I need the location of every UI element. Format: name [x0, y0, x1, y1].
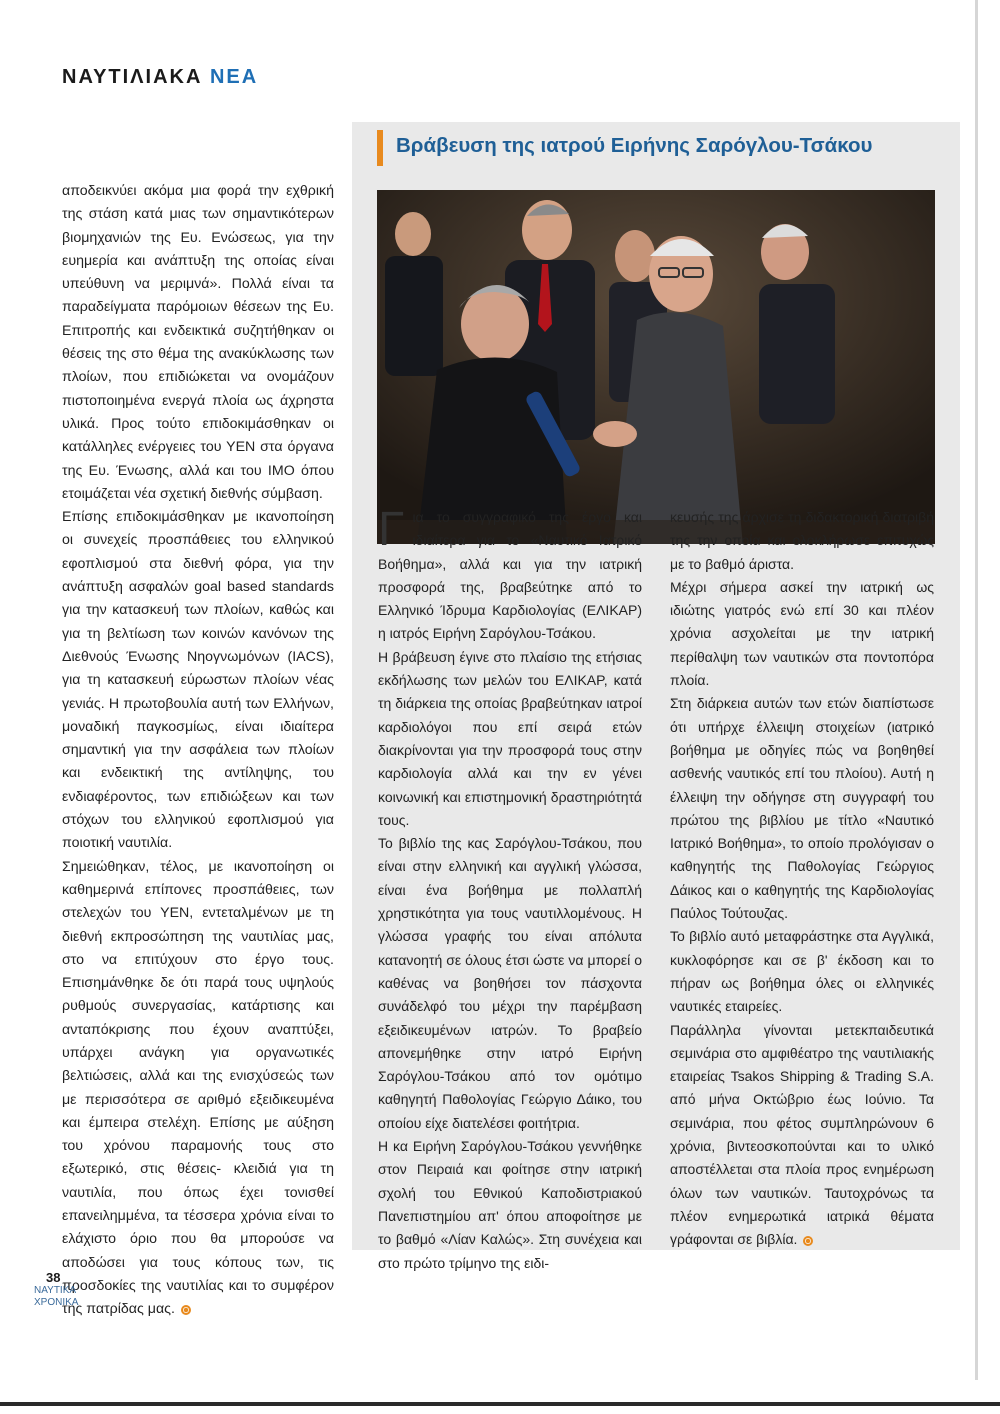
page-number: 38 — [46, 1270, 61, 1285]
left-paragraph-3-text: Σημειώθηκαν, τέλος, με ικανοποίηση οι καθημερινά επίπονες προσπάθειες, των στελεχών του ΥΕΝ, εντεταλμένων με τη διεθνή εκπροσώπηση της ναυτιλίας μας, στο να επιτύχουν στο έργο τους. Επισημάνθηκε δε ότι παρά τους υψηλούς ρυθμούς συνεργασίας, κατάρτισης και ανταπόκρισης που έχουν αναπτύξει, υπάρχει ανάγκη για οργανωτικές βελτιώσεις, αλλά και της ενισχύσεώς των με περισσότερα σε αριθμό εξειδικευμένα και έμπειρα στελέχη. Επίσης με αύξηση του χρόνου παραμονής τους στο εξωτερικό, στις θέσεις- κλειδιά για τη ναυτιλία, που όπως έχει τονισθεί επανειλημμένα, τα τέσσερα χρόνια είναι το ελάχιστο όριο που θα μπορούσε να αποδώσει για τους κόπους των, τις προσδοκίες της ναυτιλίας και το συμφέρον της πατρίδας μας. — [62, 858, 334, 1318]
award-photo — [377, 190, 935, 544]
article-b-paragraph-5 — [670, 1019, 934, 1252]
article-column-left — [378, 503, 642, 1275]
page-edge — [975, 0, 978, 1380]
article-box — [352, 122, 960, 1271]
left-column-text — [62, 180, 334, 1322]
bottom-rule — [0, 1402, 1000, 1406]
award-photo-illustration — [377, 190, 935, 544]
end-mark-icon — [803, 1236, 813, 1246]
end-mark-icon — [181, 1305, 191, 1315]
dropcap-letter: Γ — [378, 503, 405, 556]
article-b-paragraph-5-text: Παράλληλα γίνονται μετεκπαιδευτικά σεμινάρια στο αμφιθέατρο της ναυτιλιακής εταιρείας Tsakos Shipping & Trading S.A. από μήνα Οκτώβριο έως Ιούνιο. Τα σεμινάρια, που φέτος συμπληρώνουν 6 χρόνια, βιντεοσκοπούνται και το υλικό αποστέλλεται στα πλοία προς ενημέρωση όλων των ναυτικών. Ταυτοχρόνως τα πλέον ενημερωτικά ιατρικά θέματα γράφονται σε βιβλία. — [670, 1021, 934, 1248]
section-header-accent: ΝΕΑ — [209, 66, 259, 88]
left-paragraph-3 — [62, 856, 334, 1322]
article-b-paragraph-2: Μέχρι σήμερα ασκεί την ιατρική ως ιδιώτης γιατρός ενώ επί 30 και πλέον χρόνια ασχολείται με την ιατρική περίθαλψη των ναυτικών στα ποντοπόρα πλοία. — [670, 578, 934, 689]
article-a-paragraph-1 — [378, 503, 642, 646]
left-paragraph-2: Επίσης επιδοκιμάσθηκαν με ικανοποίηση οι συνεχείς προσπάθειες του ελληνικού εφοπλισμού στα διεθνή φόρα, για την ανάπτυξη ασφαλών goal based standards για την κατασκευή των πλοίων, καθώς και για τη βελτίωση των κοινών κανόνων της Διεθνούς Ένωσης Νηογνωμόνων (IACS), για τη κατασκευή εύρωστων πλοίων νέας γενιάς. Η πρωτοβουλία αυτή των Ελλήνων, μοναδική παγκοσμίως, είναι ιδιαίτερα σημαντική για την ασφάλεια των πλοίων και ενδεικτική της αντίληψης, του ενδιαφέροντος, των επιδιώξεων και των στόχων του ελληνικού εφοπλισμού για ποιοτική ναυτιλία. — [62, 509, 334, 852]
section-header-main: ΝΑΥΤΙΛΙΑΚΑ — [62, 66, 203, 88]
article-b-paragraph-4: Το βιβλίο αυτό μεταφράστηκε στα Αγγλικά, κυκλοφόρησε και σε β' έκδοση και το πήραν ως βοήθημα όλες οι ελληνικές ναυτικές εταιρείες. — [670, 928, 934, 1015]
article-a-paragraph-4: Η κα Ειρήνη Σαρόγλου-Τσάκου γεννήθηκε στον Πειραιά και φοίτησε στην ιατρική σχολή του Εθνικού Καποδιστριακού Πανεπιστημίου απ' όπου αποφοίτησε με το βαθμό «Λίαν Καλώς». Στη συνέχεια και στο πρώτο τρίμηνο της ειδι- — [378, 1138, 642, 1271]
section-header — [62, 66, 258, 89]
article-a-paragraph-2: Η βράβευση έγινε στο πλαίσιο της ετήσιας εκδήλωσης των μελών του ΕΛΙΚΑΡ, κατά τη διάρκεια της οποίας βραβεύτηκαν ιατροί καρδιολόγοι που επί σειρά ετών διακρίνονται για την προσφορά τους στην καρδιολογία αλλά και την εν γένει κοινωνική και επιστημονική δραστηριότητά τους. — [378, 648, 642, 828]
article-title: Βράβευση της ιατρού Ειρήνης Σαρόγλου-Τσάκου — [396, 134, 873, 157]
magazine-name-line-2: ΧΡΟΝΙΚΑ — [34, 1297, 79, 1308]
magazine-name-line-1: ΝΑΥΤΙΚΑ — [34, 1285, 77, 1296]
article-a-paragraph-3: Το βιβλίο της κας Σαρόγλου-Τσάκου, που είναι στην ελληνική και αγγλική γλώσσα, είναι ένα βοήθημα με πολλαπλή χρηστικότητα για τους ναυτιλλομένους. Η γλώσσα γραφής του είναι απόλυτα κατανοητή σε όλους έτσι ώστε να μπορεί ο καθένας να βοηθήσει τον πάσχοντα συνάδελφό του μέχρι την παρέμβαση εξειδικευμένων ιατρών. Το βραβείο απονεμήθηκε στην ιατρό Ειρήνη Σαρόγλου-Τσάκου από τον ομότιμο καθηγητή Παθολογίας Γεώργιο Δάικο, του οποίου είχε διατελέσει φοιτήτρια. — [378, 835, 642, 1131]
article-b-paragraph-1: κευσής της άρχισε τη διδακτορική διατριβή της την οποία και ολοκλήρωσε επιτυχώς με το βαθμό άριστα. — [670, 509, 934, 572]
article-b-paragraph-3: Στη διάρκεια αυτών των ετών διαπίστωσε ότι υπήρχε έλλειψη στοιχείων (ιατρικό βοήθημα με οδηγίες πώς να βοηθηθεί ασθενής ναυτικός επί του πλοίου). Αυτή η έλλειψη την οδήγησε στη συγγραφή του πρώτου της βιβλίου με τίτλο «Ναυτικό Ιατρικό Βοήθημα», το οποίο προλόγισαν ο καθηγητής της Παθολογίας Γεώργιος Δάικος και ο καθηγητής της Καρδιολογίας Παύλος Τούτουζας. — [670, 695, 934, 922]
article-column-right — [670, 506, 934, 1252]
title-accent-bar — [377, 130, 383, 166]
article-a-paragraph-1-text: ια το συγγραφικό της έργο και ιδιαίτερα για το «Ναυτικό Ιατρικό Βοήθημα», αλλά και για την ιατρική προσφορά της, βραβεύτηκε από το Ελληνικό Ίδρυμα Καρδιολογίας (ΕΛΙΚΑΡ) η ιατρός Ειρήνη Σαρόγλου-Τσάκου. — [378, 509, 642, 642]
magazine-name — [34, 1285, 79, 1309]
left-paragraph-1: αποδεικνύει ακόμα μια φορά την εχθρική της στάση κατά μιας των σημαντικότερων βιομηχανιών της Ευ. Ενώσεως, για την ευημερία και ανάπτυξη της οποίας είναι υπεύθυνη να μεριμνά». Πολλά είναι τα παραδείγματα παρόμοιων θέσεων της Ευ. Επιτροπής και ενδεικτικά συζητήθηκαν οι θέσεις της στο θέμα της ανακύκλωσης των πλοίων, που επιδιώκεται να ονομάζουν πιστοποιημένα ενεργά πλοία ως άχρηστα υλικά. Προς τούτο επιδοκιμάσθηκαν οι κατάλληλες ενέργειες του ΥΕΝ στα όργανα της Ευ. Ένωσης, αλλά και του ΙΜΟ όπου ετοιμάζεται νέα σχετική διεθνής σύμβαση. — [62, 183, 334, 502]
